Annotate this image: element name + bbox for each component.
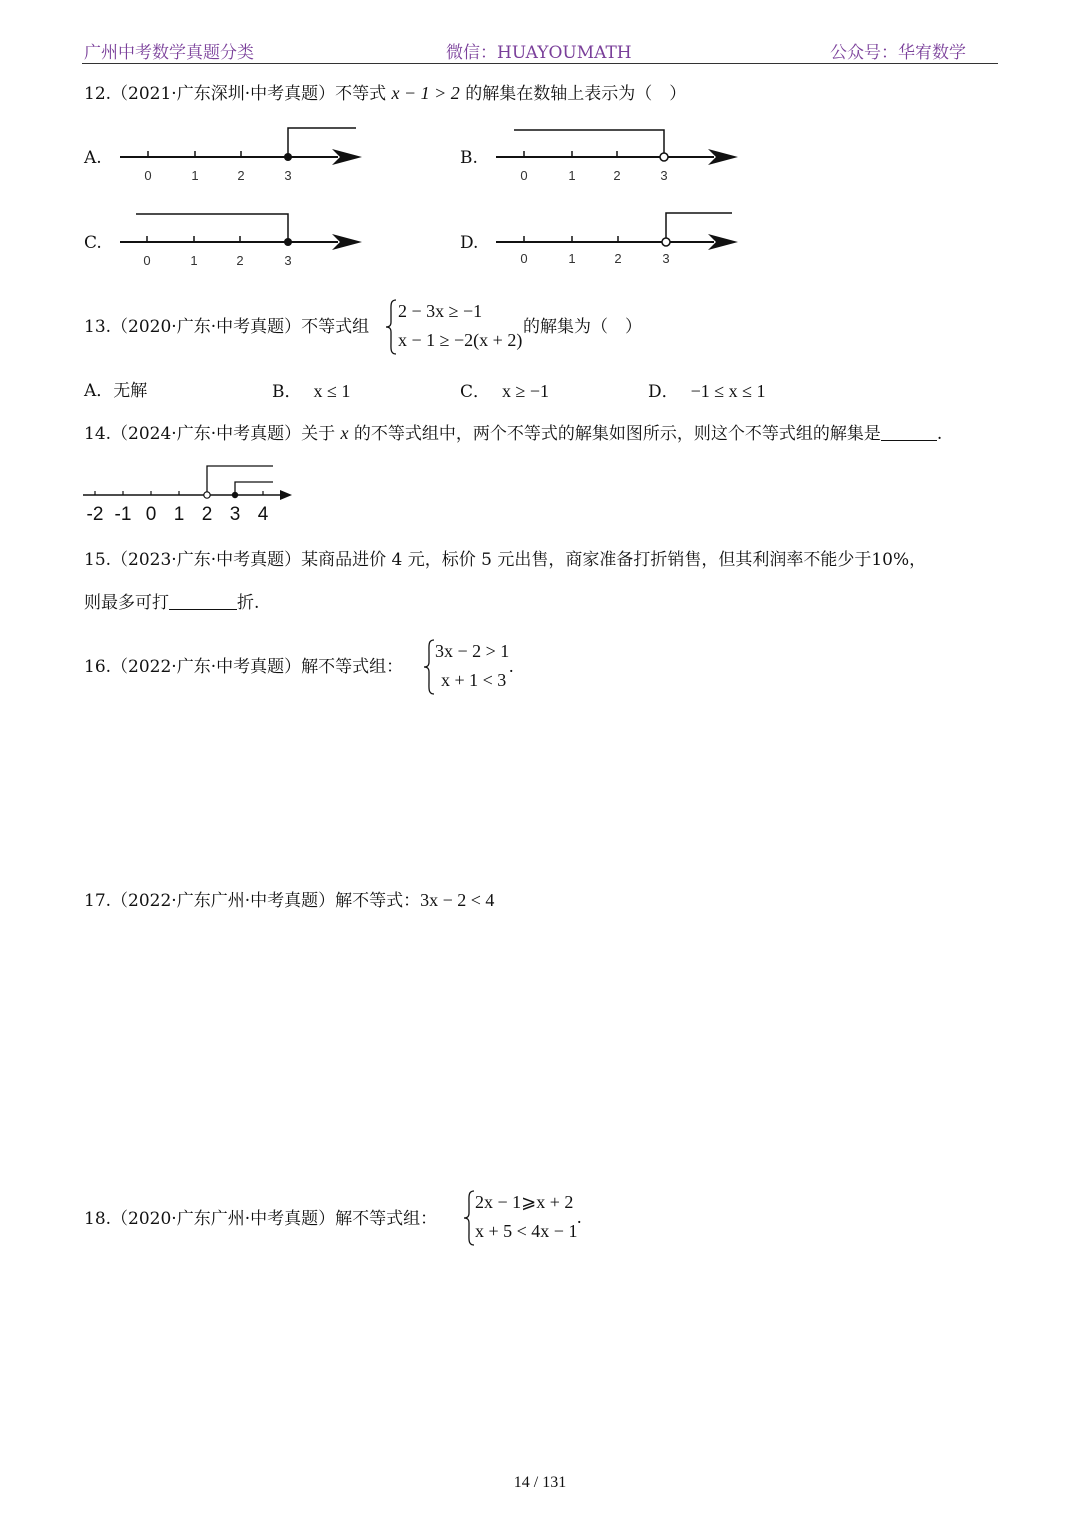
q15-line1: 15.（2023·广东·中考真题）某商品进价 4 元，标价 5 元出售，商家准备打折销售，但其利润率不能少于10%， — [84, 550, 927, 570]
tick-label: 2 — [201, 504, 213, 525]
q18-system — [463, 1189, 593, 1247]
header-right: 公众号：华宥数学 — [830, 43, 966, 63]
q13-option-d — [648, 379, 766, 404]
page-number: 14 / 131 — [513, 1474, 567, 1491]
header-rule — [82, 63, 998, 64]
question-14 — [84, 421, 942, 446]
tick-label: 2 — [237, 168, 245, 183]
q13-option-a — [84, 379, 147, 403]
tick-label: 1 — [190, 253, 198, 268]
left-brace-icon — [385, 298, 399, 356]
tick-label: -2 — [86, 504, 104, 525]
q12-numberline-d — [486, 205, 746, 270]
q14-suffix: 的不等式组中，两个不等式的解集如图所示，则这个不等式组的解集是 — [353, 424, 881, 444]
q13-option-a-text: 无解 — [113, 381, 148, 401]
q13-option-a-label: A． — [84, 381, 114, 401]
q12-numberline-c — [110, 205, 370, 270]
tick-label: 1 — [173, 504, 185, 525]
q13-option-d-label: D． — [648, 382, 679, 402]
q13-option-c — [460, 379, 549, 404]
q15-line2 — [84, 591, 259, 615]
q18-prefix: 18.（2020·广东广州·中考真题）解不等式组： — [84, 1209, 438, 1229]
tick-label: 1 — [568, 168, 576, 183]
q14-end: . — [936, 424, 943, 444]
q16-end: . — [509, 656, 514, 676]
q13-option-b-label: B． — [272, 382, 302, 402]
question-17 — [84, 888, 494, 913]
q16-prefix: 16.（2022·广东·中考真题）解不等式组： — [84, 657, 404, 677]
q13-option-b-text: x ≤ 1 — [313, 381, 351, 401]
tick-label: 4 — [257, 504, 269, 525]
tick-label: 0 — [520, 168, 528, 183]
q12-expr: x − 1 > 2 — [391, 83, 460, 103]
q12-numberline-b — [486, 120, 746, 185]
tick-label: -1 — [114, 504, 132, 525]
tick-label: 3 — [284, 168, 292, 183]
q18-line1: 2x − 1⩾x + 2 — [475, 1192, 574, 1212]
q13-option-c-label: C． — [460, 382, 491, 402]
q13-line2: x − 1 ≥ −2(x + 2) — [398, 330, 523, 350]
q12-option-c-label: C. — [84, 233, 102, 253]
tick-label: 0 — [520, 251, 528, 266]
tick-label: 1 — [191, 168, 199, 183]
q12-prefix: 12.（2021·广东深圳·中考真题）不等式 — [84, 84, 387, 104]
tick-label: 3 — [662, 251, 670, 266]
q17-prefix: 17.（2022·广东广州·中考真题）解不等式： — [84, 891, 421, 911]
q14-prefix: 14.（2024·广东·中考真题）关于 — [84, 424, 336, 444]
q17-expr: 3x − 2 < 4 — [420, 890, 495, 910]
q13-suffix: 的解集为（ ） — [523, 317, 642, 337]
header-left: 广州中考数学真题分类 — [84, 43, 254, 63]
q18-line2: x + 5 < 4x − 1 — [475, 1221, 578, 1241]
q12-option-d-label: D. — [460, 233, 479, 253]
tick-label: 0 — [145, 504, 157, 525]
q15-line2-b: 折. — [237, 593, 260, 613]
q18-end: . — [577, 1207, 582, 1227]
tick-label: 2 — [614, 251, 622, 266]
q14-var: x — [340, 423, 349, 443]
tick-label: 2 — [236, 253, 244, 268]
tick-label: 1 — [568, 251, 576, 266]
q15-answer-blank[interactable] — [169, 591, 237, 610]
q13-system — [385, 298, 525, 356]
q12-option-b-label: B. — [460, 148, 478, 168]
tick-label: 3 — [229, 504, 241, 525]
q12-suffix: 的解集在数轴上表示为（ ） — [465, 84, 687, 104]
q13-prefix: 13.（2020·广东·中考真题）不等式组 — [84, 317, 370, 337]
tick-label: 0 — [143, 253, 151, 268]
q16-system — [423, 638, 523, 696]
q13-option-b — [272, 379, 350, 404]
tick-label: 3 — [660, 168, 668, 183]
q14-answer-blank[interactable] — [881, 422, 937, 441]
header-center: 微信：HUAYOUMATH — [446, 43, 632, 63]
q14-numberline — [80, 458, 300, 526]
q13-line1: 2 − 3x ≥ −1 — [398, 301, 483, 321]
tick-label: 3 — [284, 253, 292, 268]
q13-option-d-text: −1 ≤ x ≤ 1 — [690, 381, 766, 401]
tick-label: 0 — [144, 168, 152, 183]
q15-line2-a: 则最多可打 — [84, 593, 169, 613]
q12-option-a-label: A. — [84, 148, 102, 168]
question-12 — [84, 81, 686, 106]
q12-numberline-a — [110, 120, 370, 185]
q13-option-c-text: x ≥ −1 — [502, 381, 550, 401]
q16-line2: x + 1 < 3 — [441, 670, 507, 690]
q16-line1: 3x − 2 > 1 — [435, 641, 510, 661]
tick-label: 2 — [613, 168, 621, 183]
